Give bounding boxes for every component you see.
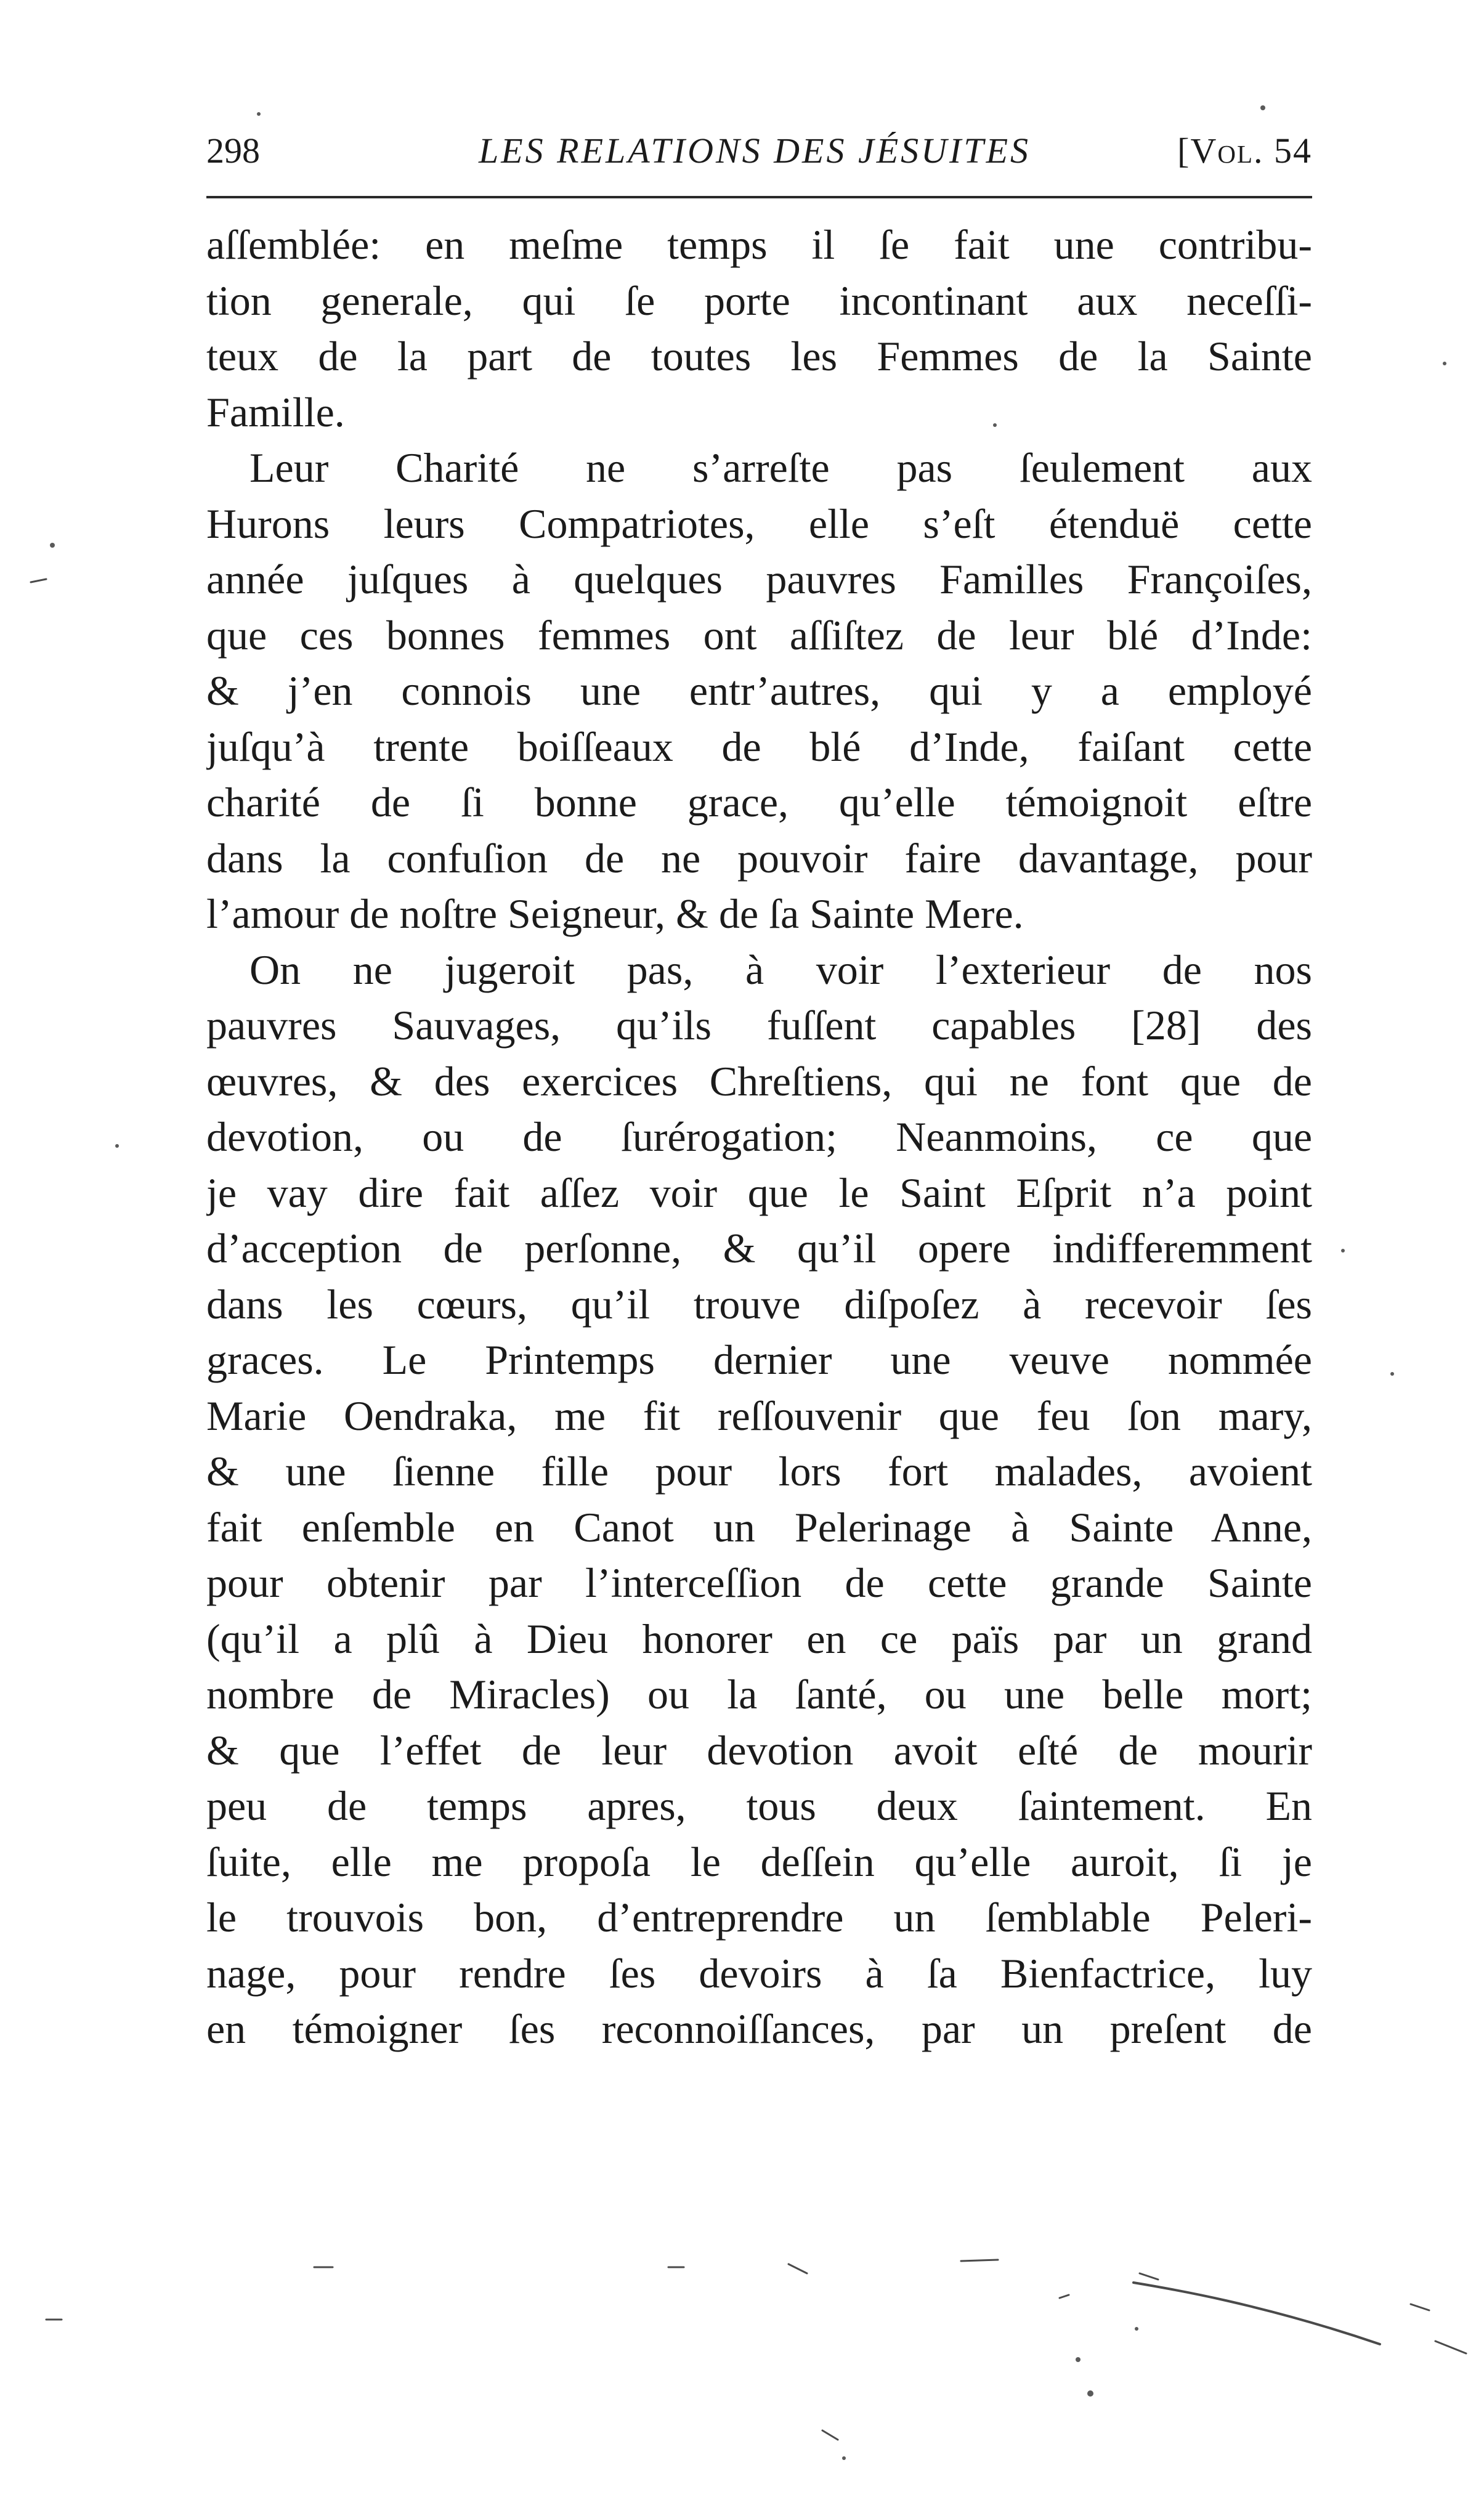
text-line: que ces bonnes femmes ont aſſiſtez de leur blé d’Inde: — [206, 611, 1312, 659]
text-line: le trouvois bon, d’entreprendre un ſemblable Peleri- — [206, 1894, 1312, 1941]
text-line: je vay dire fait aſſez voir que le Saint Eſprit n’a point — [206, 1169, 1312, 1216]
text-line: & j’en connois une entr’autres, qui y a employé — [206, 667, 1312, 714]
text-line: & que l’effet de leur devotion avoit eſté de mourir — [206, 1726, 1312, 1774]
page-header — [206, 126, 1312, 176]
text-line: Hurons leurs Compatriotes, elle s’eſt étenduë cette — [206, 500, 1312, 547]
text-line: On ne jugeroit pas, à voir l’exterieur de nos — [249, 946, 1312, 993]
text-line: graces. Le Printemps dernier une veuve nommée — [206, 1336, 1312, 1383]
text-line: peu de temps apres, tous deux ſaintement. En — [206, 1782, 1312, 1829]
text-line: nage, pour rendre ſes devoirs à ſa Bienfactrice, luy — [206, 1949, 1312, 1997]
running-title: LES RELATIONS DES JÉSUITES — [478, 131, 1031, 171]
header-rule — [206, 196, 1312, 198]
page-number: 298 — [206, 131, 260, 171]
body-text — [206, 217, 1312, 2057]
text-line: pauvres Sauvages, qu’ils fuſſent capables [28] des — [206, 1002, 1312, 1049]
text-line: & une ſienne fille pour lors fort malades, avoient — [206, 1448, 1312, 1495]
text-line: dans les cœurs, qu’il trouve diſpoſez à recevoir ſes — [206, 1280, 1312, 1328]
text-line: d’acception de perſonne, & qu’il opere indifferemment — [206, 1225, 1312, 1272]
text-line: en témoigner ſes reconnoiſſances, par un preſent de — [206, 2005, 1312, 2052]
text-line: (qu’il a plû à Dieu honorer en ce païs par un grand — [206, 1615, 1312, 1662]
text-line: ſuite, elle me propoſa le deſſein qu’elle auroit, ſi je — [206, 1838, 1312, 1885]
text-line: tion generale, qui ſe porte incontinant aux neceſſi- — [206, 277, 1312, 324]
text-line: aſſemblée: en meſme temps il ſe fait une contribu- — [206, 221, 1312, 268]
text-line: nombre de Miracles) ou la ſanté, ou une belle mort; — [206, 1671, 1312, 1718]
text-line: charité de ſi bonne grace, qu’elle témoignoit eſtre — [206, 779, 1312, 826]
text-line: Famille. — [206, 388, 345, 436]
text-line: teux de la part de toutes les Femmes de la Sainte — [206, 333, 1312, 380]
text-line: devotion, ou de ſurérogation; Neanmoins, ce que — [206, 1113, 1312, 1160]
volume-label: [Vol. 54 — [1177, 131, 1312, 171]
text-line: dans la confuſion de ne pouvoir faire davantage, pour — [206, 834, 1312, 882]
text-line: Leur Charité ne s’arreſte pas ſeulement aux — [249, 444, 1312, 491]
text-line: l’amour de noſtre Seigneur, & de ſa Sainte Mere. — [206, 890, 1024, 937]
text-line: œuvres, & des exercices Chreſtiens, qui ne font que de — [206, 1057, 1312, 1105]
text-line: année juſques à quelques pauvres Familles Françoiſes, — [206, 556, 1312, 603]
text-line: pour obtenir par l’interceſſion de cette grande Sainte — [206, 1559, 1312, 1606]
text-line: Marie Oendraka, me fit reſſouvenir que feu ſon mary, — [206, 1392, 1312, 1439]
text-line: fait enſemble en Canot un Pelerinage à Sainte Anne, — [206, 1503, 1312, 1551]
text-line: juſqu’à trente boiſſeaux de blé d’Inde, faiſant cette — [206, 723, 1312, 770]
